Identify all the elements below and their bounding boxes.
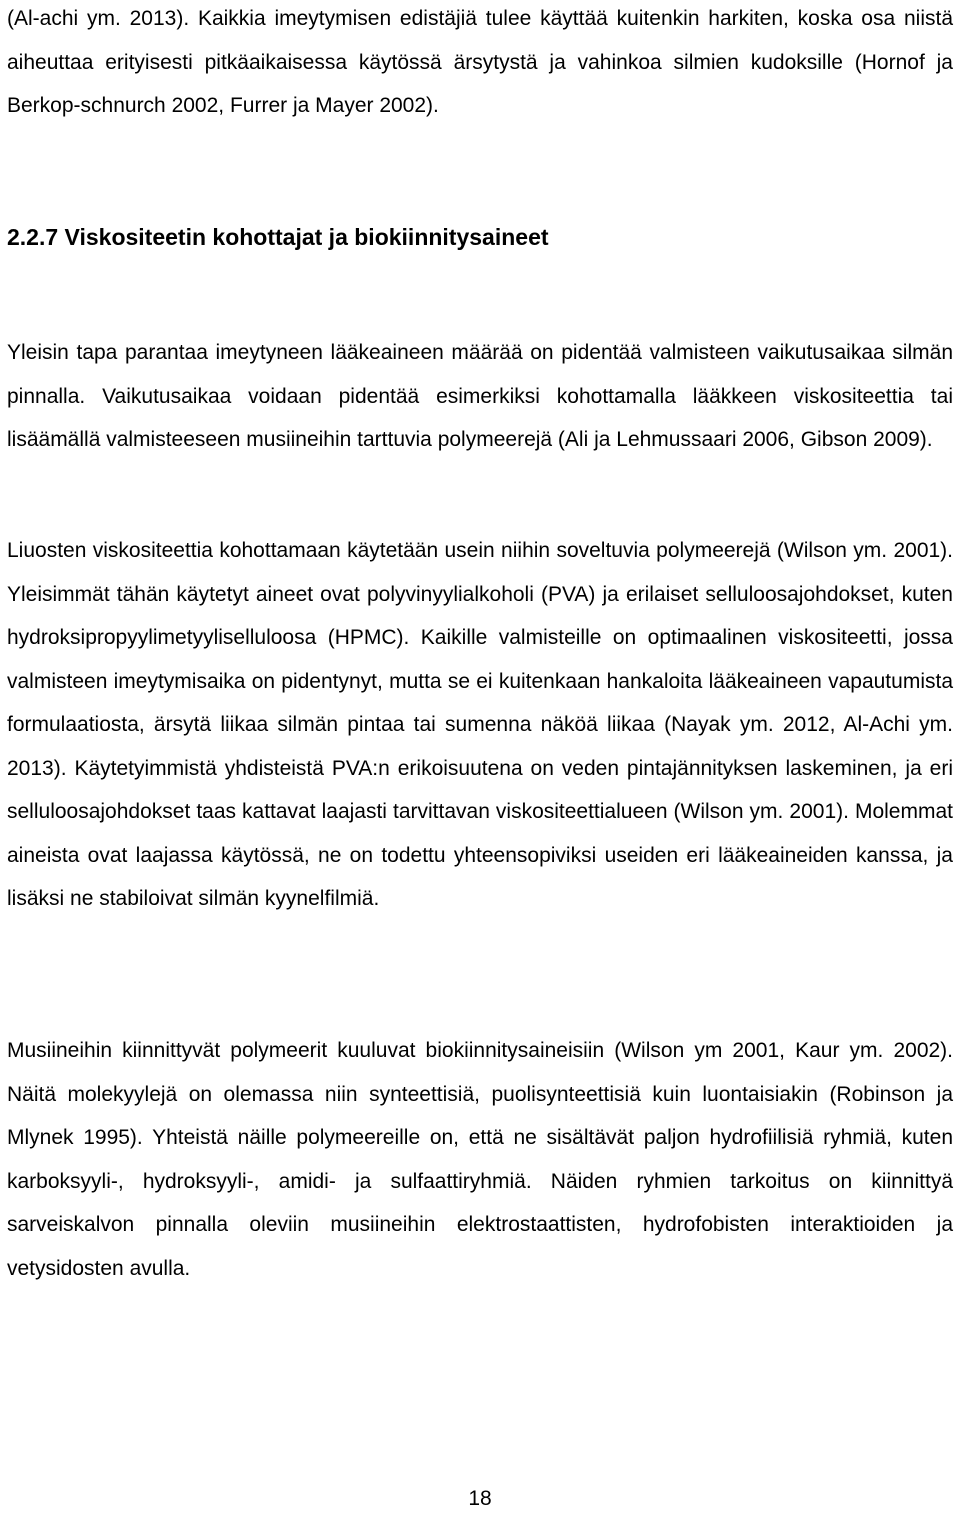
paragraph-intro: (Al-achi ym. 2013). Kaikkia imeytymisen edistäjiä tulee käyttää kuitenkin harkiten, koska osa niistä aiheuttaa erityisesti pitkäaikaisessa käytössä ärsytystä ja vahinkoa silmien kudoksille (Hornof ja Berkop-schnurch 2002, Furrer ja Mayer 2002). <box>7 7 953 117</box>
document-page <box>7 0 953 1280</box>
section-heading: 2.2.7 Viskositeetin kohottajat ja biokiinnitysaineet <box>7 224 549 250</box>
paragraph-2: Liuosten viskositeettia kohottamaan käytetään usein niihin soveltuvia polymeerejä (Wilson ym. 2001). Yleisimmät tähän käytetyt aineet ovat polyvinyylialkoholi (PVA) ja erilaiset selluloosajohdokset, kuten hydroksipropyylimetyyliselluloosa (HPMC). Kaikille valmisteille on optimaalinen viskositeetti, jossa valmisteen imeytymisaika on pidentynyt, mutta se ei kuitenkaan hankaloita lääkeaineen vapautumista formulaatiosta, ärsytä liikaa silmän pintaa tai sumenna näköä liikaa (Nayak ym. 2012, Al-Achi ym. 2013). Käytetyimmistä yhdisteistä PVA:n erikoisuutena on veden pintajännityksen laskeminen, ja eri selluloosajohdokset taas kattavat laajasti tarvittavan viskositeettialueen (Wilson ym. 2001). Molemmat aineista ovat laajassa käytössä, ne on todettu yhteensopiviksi useiden eri lääkeaineiden kanssa, ja lisäksi ne stabiloivat silmän kyynelfilmiä. <box>7 539 953 910</box>
paragraph-3: Musiineihin kiinnittyvät polymeerit kuuluvat biokiinnitysaineisiin (Wilson ym 2001, Kaur ym. 2002). Näitä molekyylejä on olemassa niin synteettisiä, puolisynteettisiä kuin luontaisiakin (Robinson ja Mlynek 1995). Yhteistä näille polymeereille on, että ne sisältävät paljon hydrofiilisiä ryhmiä, kuten karboksyyli-, hydroksyyli-, amidi- ja sulfaattiryhmiä. Näiden ryhmien tarkoitus on kiinnittyä sarveiskalvon pinnalla oleviin musiineihin elektrostaattisten, hydrofobisten interaktioiden ja vetysidosten avulla. <box>7 1039 953 1280</box>
page-number: 18 <box>468 1487 492 1510</box>
paragraph-1: Yleisin tapa parantaa imeytyneen lääkeaineen määrää on pidentää valmisteen vaikutusaikaa silmän pinnalla. Vaikutusaikaa voidaan pidentää esimerkiksi kohottamalla lääkkeen viskositeettia tai lisäämällä valmisteeseen musiineihin tarttuvia polymeerejä (Ali ja Lehmussaari 2006, Gibson 2009). <box>7 341 953 451</box>
